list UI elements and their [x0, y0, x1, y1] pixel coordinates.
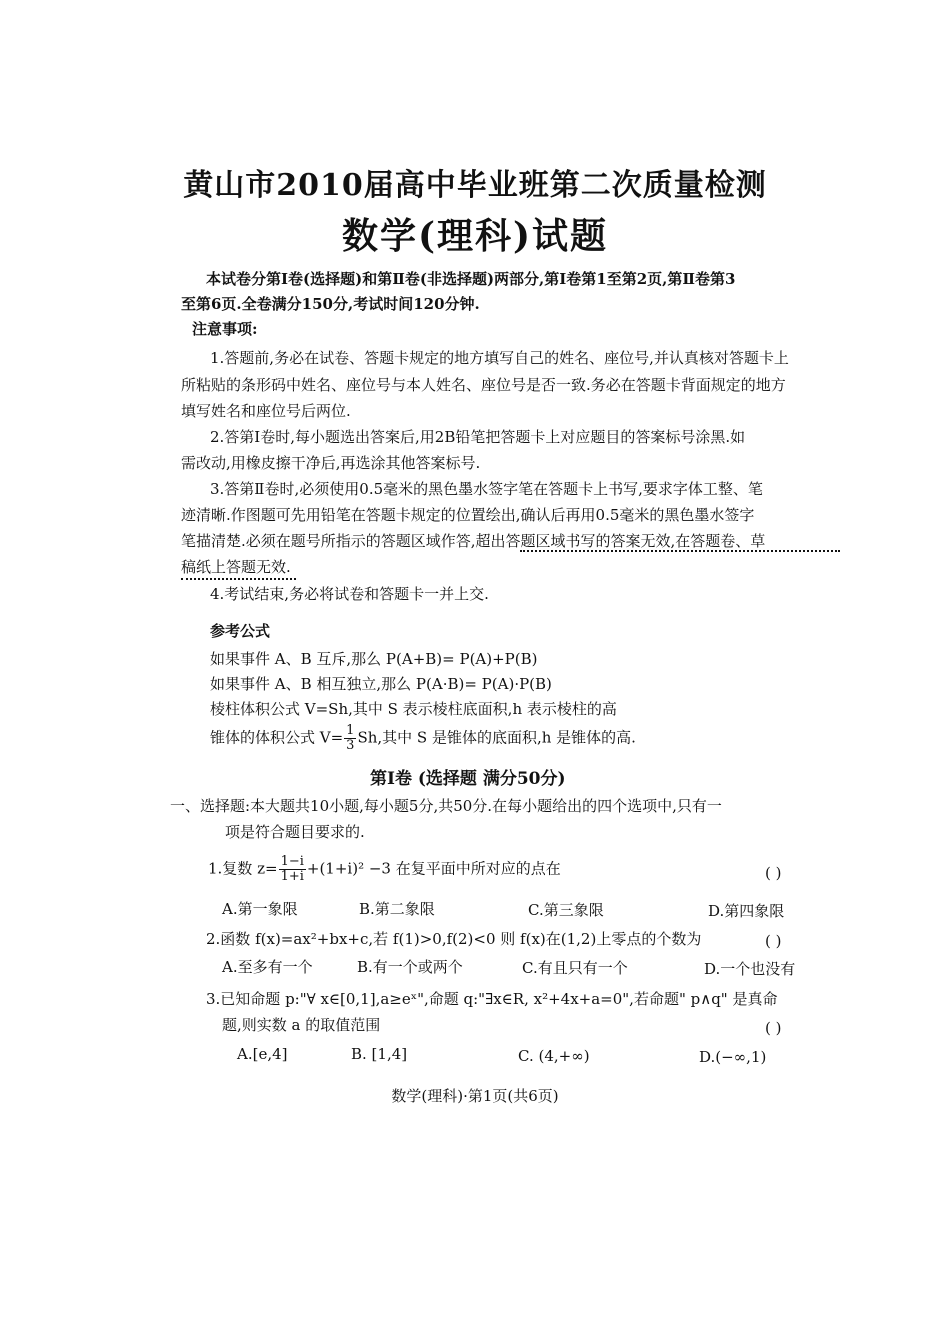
formula-4-suffix: Sh,其中 S 是锥体的底面积,h 是锥体的高. — [357, 728, 636, 747]
question-1-suffix: +(1+i)² −3 在复平面中所对应的点在 — [306, 859, 561, 878]
intro-line-1: 本试卷分第Ⅰ卷(选择题)和第Ⅱ卷(非选择题)两部分,第Ⅰ卷第1至第2页,第Ⅱ卷第3 — [206, 270, 736, 288]
question-3-line-1: 3.已知命题 p:"∀ x∈[0,1],a≥eˣ",命题 q:"∃x∈R, x²+4x+a=0",若命题" p∧q" 是真命 — [206, 990, 778, 1008]
question-2: 2.函数 f(x)=ax²+bx+c,若 f(1)>0,f(2)<0 则 f(x)在(1,2)上零点的个数为 — [206, 930, 702, 948]
formula-4-prefix: 锥体的体积公式 V= — [210, 728, 344, 747]
q2-option-a: A.至多有一个 — [222, 958, 313, 976]
q1-option-b: B.第二象限 — [359, 900, 435, 918]
intro-line-2: 至第6页.全卷满分150分,考试时间120分钟. — [181, 295, 480, 313]
note-1-line-2: 所粘贴的条形码中姓名、座位号与本人姓名、座位号是否一致.务必在答题卡背面规定的地方 — [181, 376, 786, 394]
q1-option-a: A.第一象限 — [222, 900, 298, 918]
note-2-line-2: 需改动,用橡皮擦干净后,再选涂其他答案标号. — [181, 454, 481, 472]
section-heading: 第Ⅰ卷 (选择题 满分50分) — [370, 769, 566, 789]
answer-paren: ( ) — [765, 1019, 782, 1037]
note-3-line-2: 迹清晰.作图题可先用铅笔在答题卡规定的位置绘出,确认后再用0.5毫米的黑色墨水签字 — [181, 506, 755, 524]
note-3-line-4: 稿纸上答题无效. — [181, 558, 291, 576]
q3-option-c: C. (4,+∞) — [518, 1047, 590, 1065]
exam-subtitle: 数学(理科)试题 — [341, 215, 609, 257]
fraction-denominator: 3 — [346, 738, 355, 753]
question-3-line-2: 题,则实数 a 的取值范围 — [222, 1016, 381, 1034]
answer-paren: ( ) — [765, 864, 782, 882]
emphasis-dots — [181, 578, 296, 580]
notes-heading: 注意事项: — [192, 320, 258, 338]
answer-paren: ( ) — [765, 932, 782, 950]
fraction-denominator: 1+i — [280, 869, 304, 884]
page-footer: 数学(理科)·第1页(共6页) — [391, 1087, 559, 1105]
formula-4 — [210, 724, 636, 753]
q2-option-b: B.有一个或两个 — [357, 958, 463, 976]
note-1-line-1: 1.答题前,务必在试卷、答题卡规定的地方填写自己的姓名、座位号,并认真核对答题卡上 — [210, 349, 789, 367]
q1-option-d: D.第四象限 — [708, 902, 785, 920]
q3-option-d: D.(−∞,1) — [699, 1048, 767, 1066]
question-1 — [208, 855, 561, 884]
note-3-line-1: 3.答第Ⅱ卷时,必须使用0.5毫米的黑色墨水签字笔在答题卡上书写,要求字体工整、笔 — [210, 480, 763, 498]
q1-option-c: C.第三象限 — [528, 901, 604, 919]
q3-option-b: B. [1,4] — [351, 1045, 408, 1063]
q2-option-c: C.有且只有一个 — [522, 959, 628, 977]
question-1-prefix: 1.复数 z= — [208, 859, 278, 878]
section-intro-line-2: 项是符合题目要求的. — [225, 823, 365, 841]
formula-3: 棱柱体积公式 V=Sh,其中 S 表示棱柱底面积,h 表示棱柱的高 — [210, 700, 617, 718]
q3-option-a: A.[e,4] — [237, 1045, 288, 1063]
exam-title: 黄山市2010届高中毕业班第二次质量检测 — [183, 168, 767, 203]
fraction-numerator: 1−i — [280, 854, 304, 869]
formula-2: 如果事件 A、B 相互独立,那么 P(A·B)= P(A)·P(B) — [210, 675, 552, 693]
emphasis-dots — [520, 550, 840, 552]
note-2-line-1: 2.答第Ⅰ卷时,每小题选出答案后,用2B铅笔把答题卡上对应题目的答案标号涂黑.如 — [210, 428, 746, 446]
q2-option-d: D.一个也没有 — [704, 960, 796, 978]
question-1-fraction — [279, 855, 306, 884]
formulas-heading: 参考公式 — [210, 622, 271, 640]
note-4-line-1: 4.考试结束,务必将试卷和答题卡一并上交. — [210, 585, 489, 603]
formula-1: 如果事件 A、B 互斥,那么 P(A+B)= P(A)+P(B) — [210, 650, 538, 668]
formula-4-fraction — [344, 724, 356, 753]
note-3-line-3: 笔描清楚.必须在题号所指示的答题区域作答,超出答题区域书写的答案无效,在答题卷、草 — [181, 532, 766, 550]
note-1-line-3: 填写姓名和座位号后两位. — [181, 402, 351, 420]
section-intro-line-1: 一、选择题:本大题共10小题,每小题5分,共50分.在每小题给出的四个选项中,只有一 — [170, 797, 722, 815]
fraction-numerator: 1 — [346, 723, 355, 738]
